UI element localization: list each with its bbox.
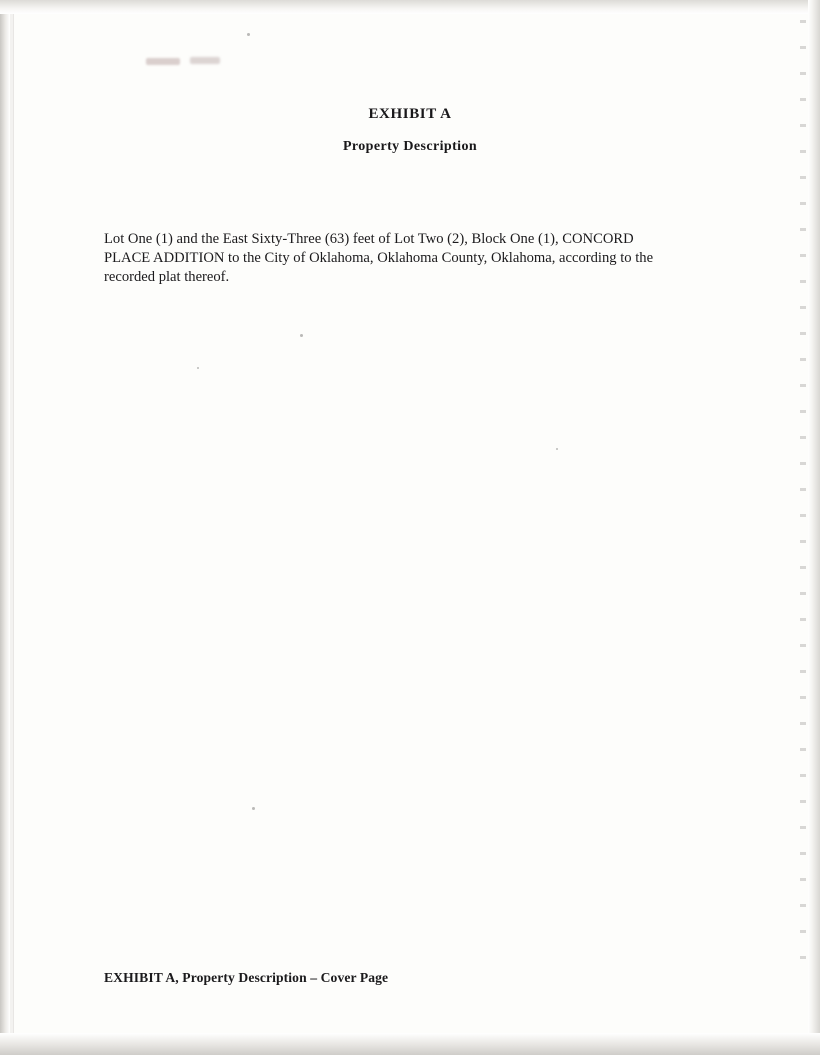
section-heading: Property Description (342, 139, 478, 154)
page-footer: EXHIBIT A, Property Description – Cover Page (104, 970, 389, 985)
legal-description-paragraph: Lot One (1) and the East Sixty-Three (63) feet of Lot Two (2), Block One (1), CONCORD PLACE ADDITION to the City of Oklahoma, Oklahoma County, Oklahoma, according to the recorded plat thereof. (104, 230, 654, 286)
page-title: EXHIBIT A (368, 106, 452, 122)
